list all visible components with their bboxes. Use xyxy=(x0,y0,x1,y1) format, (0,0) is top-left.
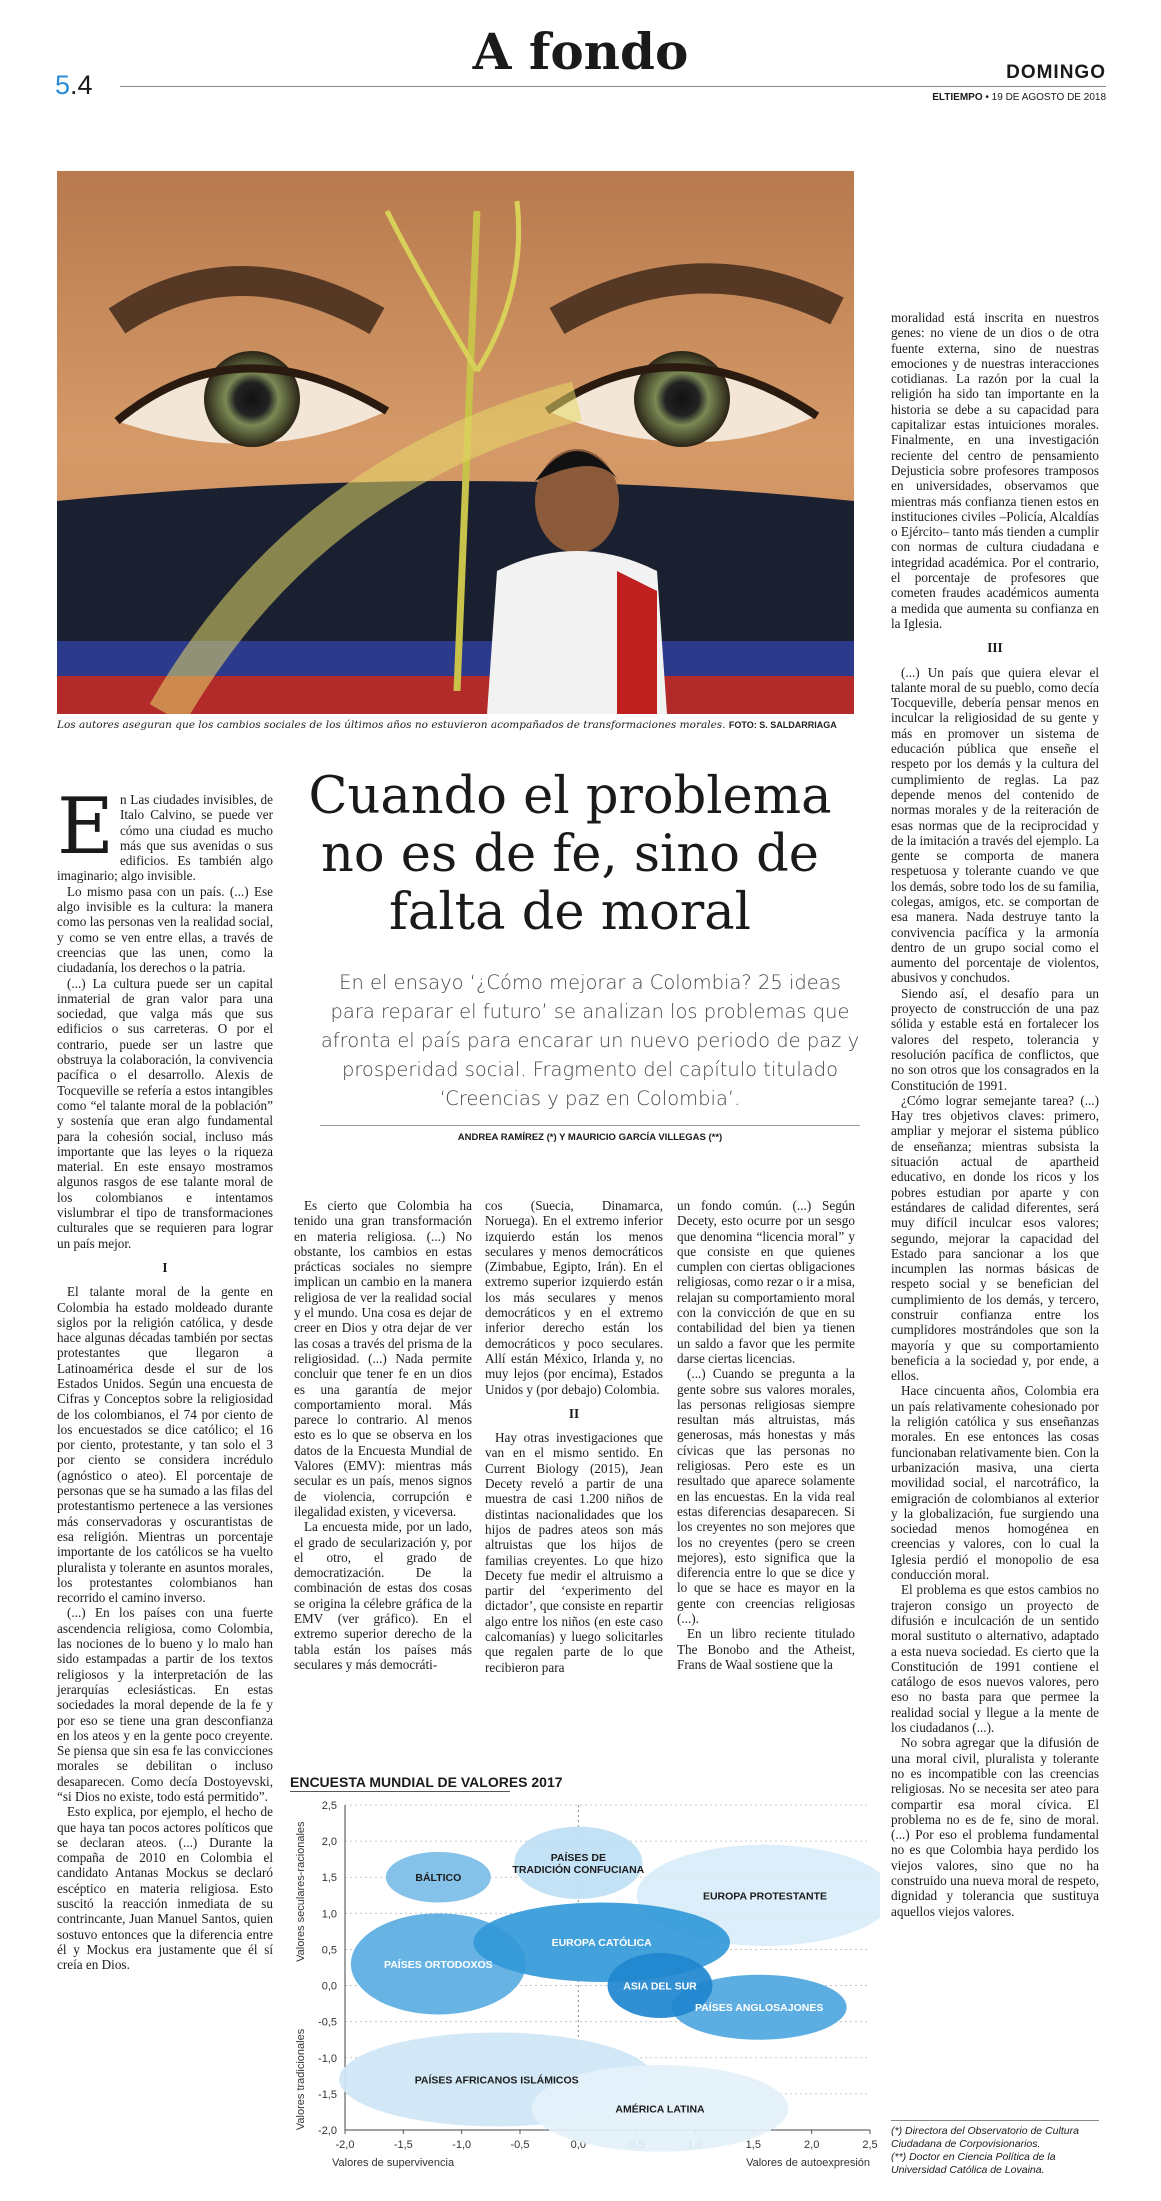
region-label: PAÍSES DE TRADICIÓN CONFUCIANA xyxy=(512,1851,645,1876)
paragraph: (...) En los países con una fuerte ascendencia religiosa, como Colombia, las nociones de lo bueno y lo malo han sido estampadas a partir de los textos religiosos y la interpretación de las jerarquías eclesiásticas. En estas sociedades la moral depende de la fe y por eso se tiene una gran desconfianza en los ateos y en la gente poco creyente. Se piensa que sin esa fe las convicciones morales se debilitan o incluso desaparecen. Como decía Dostoyevski, “si Dios no existe, todo está permitido”. xyxy=(57,1605,273,1804)
y-label-bottom: Valores tradicionales xyxy=(295,2028,307,2131)
section-title: A fondo xyxy=(472,22,689,81)
x-tick-label: 0,0 xyxy=(570,2139,586,2151)
y-tick-label: -0,5 xyxy=(318,2016,337,2029)
y-tick-label: -2,0 xyxy=(318,2125,337,2137)
note-1: (*) Directora del Observatorio de Cultura Ciudadana de Corpovisionarios. xyxy=(891,2125,1079,2150)
paragraph: El talante moral de la gente en Colombia ha estado moldeado durante siglos por la religión católica, y desde hace algunas décadas también por sectas protestantes que llegaron a Latinoamérica desde el sur de los Estados Unidos. Según una encuesta de Cifras y Conceptos sobre la religiosidad de los colombianos, el 74 por ciento de los encuestados se dice católico; el 16 por ciento, protestante, y tan solo el 3 por ciento se considera incrédulo (agnóstico o ateo). El porcentaje de personas que se ha sumado a las filas del protestantismo pertenece a las versiones más conservadoras y oscurantistas de esa religión. Mientras un porcentaje importante de los católicos se ha vuelto pluralista y tolerante en asuntos morales, los protestantes colombianos han recorrido el camino inverso. xyxy=(57,1284,273,1606)
x-tick-label: -1,0 xyxy=(452,2139,472,2151)
byline-rule xyxy=(320,1125,860,1126)
y-tick-label: 2,5 xyxy=(321,1800,337,1812)
photo-illustration xyxy=(57,171,854,714)
column-4 xyxy=(677,1198,855,1672)
paragraph: (...) La cultura puede ser un capital inmaterial de gran valor para una sociedad, que valga más que sus edificios o sus carreteras. O por el contrario, puede ser un lastre que obstruya la colaboración, la convivencia pacífica o el desarrollo. Alexis de Tocqueville se refería a estos intangibles como “el talante moral de la población” y sostenía que eran algo fundamental para la cohesión social, incluso más importante que las leyes o la riqueza material. En este ensayo mostramos algunos rasgos de ese talante moral de los colombianos e intentamos vislumbrar el tipo de transformaciones culturales que se requieren para lograr un país mejor. xyxy=(57,975,273,1251)
paragraph: (...) Cuando se pregunta a la gente sobre sus valores morales, las personas religiosas siempre resultan más altruistas, más generosas, más honestas y más cívicas que las personas no religiosas. Pero este es un resultado que aparece solamente en las encuestas. En la vida real estas diferencias desaparecen. Si los creyentes no son mejores que los no creyentes (pero se creen mejores), esto significa que la diferencia entre lo que se dice y lo que se hace es mayor en la gente con creencias religiosas (...). xyxy=(677,1366,855,1627)
x-tick-label: -2,0 xyxy=(335,2139,355,2151)
region-label: EUROPA CATÓLICA xyxy=(551,1937,652,1950)
section-marker: I xyxy=(162,1259,168,1275)
paragraph: cos (Suecia, Dinamarca, Noruega). En el extremo inferior izquierdo están los menos seculares y menos democráticos (Zimbabue, Egipto, Irán). En el extremo superior izquierdo están los más seculares y menos democráticos y en el extremo inferior derecho están los democráticos y poco seculares. Allí están México, Irlanda y, no muy lejos (por encima), Estados Unidos y (por debajo) Colombia. xyxy=(485,1198,663,1397)
x-tick-label: -1,5 xyxy=(393,2139,413,2151)
dateline: ELTIEMPO • 19 DE AGOSTO DE 2018 xyxy=(932,92,1106,103)
y-tick-label: 0,0 xyxy=(321,1980,337,1993)
x-label-left: Valores de supervivencia xyxy=(332,2157,455,2169)
x-tick-label: 1,5 xyxy=(745,2139,761,2151)
byline: ANDREA RAMÍREZ (*) Y MAURICIO GARCÍA VILLEGAS (**) xyxy=(457,1132,723,1143)
column-3 xyxy=(485,1198,663,1675)
column-2 xyxy=(294,1198,472,1672)
region-label: PAÍSES AFRICANOS ISLÁMICOS xyxy=(414,2074,579,2087)
column-1 xyxy=(57,782,273,1973)
lead-photo xyxy=(57,171,854,714)
headline: Cuando el problema no es de fe, sino de falta de moral xyxy=(308,767,832,942)
drop-cap: E xyxy=(57,782,114,872)
region-label: ASIA DEL SUR xyxy=(623,1980,697,1993)
paragraph: La encuesta mide, por un lado, el grado de secularización y, por el otro, el grado de democratización. De la combinación de estas dos cosas se origina la célebre gráfica de la EMV (ver gráfico). En el extremo superior derecho de la tabla están los países más seculares y más democráti- xyxy=(294,1519,472,1672)
paragraph: Hace cincuenta años, Colombia era un país relativamente cohesionado por la religión católica y sus enseñanzas morales. En ese entonces las cosas funcionaban relativamente bien. Con la urbanización masiva, una cierta movilidad social, el narcotráfico, la emigración de colombianos al exterior y la globalización, fue surgiendo una sociedad menos homogénea en creencias y valores, con lo cual la Iglesia perdió el monopolio de esa conducción moral. xyxy=(891,1383,1099,1583)
chart-title: ENCUESTA MUNDIAL DE VALORES 2017 xyxy=(290,1774,563,1790)
region-label: BÁLTICO xyxy=(415,1872,462,1885)
header-rule xyxy=(120,86,1106,87)
y-tick-label: -1,0 xyxy=(318,2052,337,2065)
region-label: AMÉRICA LATINA xyxy=(615,2103,705,2116)
paragraph: Lo mismo pasa con un país. (...) Ese algo invisible es la cultura: la manera como las personas ven la realidad social, y como se ven entre ellas, a través de creencias que las unen, como la ciudadanía, los derechos o la patria. xyxy=(57,883,273,976)
paragraph: Es cierto que Colombia ha tenido una gran transformación en materia religiosa. (...) No obstante, los cambios en estas prácticas sociales no siempre implican un cambio en la manera religiosa de ver la realidad social y el mundo. Una cosa es dejar de creer en Dios y otra dejar de ver las cosas a través del prisma de la religiosidad. (...) Nada permite concluir que tener fe en un dios es una garantía de mejor comportamiento moral. Más parece lo contrario. Al menos esto es lo que se observa en los datos de la Encuesta Mundial de Valores (EMV): mientras más secular es un país, menos signos de violencia, corrupción e ilegalidad existen, y viceversa. xyxy=(294,1198,472,1519)
author-notes xyxy=(891,2120,1099,2177)
values-chart xyxy=(290,1725,880,2170)
x-tick-label: -0,5 xyxy=(510,2139,530,2151)
paragraph: No sobra agregar que la difusión de una moral civil, pluralista y tolerante no es incompatible con las creencias religiosas. No se necesita ser ateo para compartir esa moral cívica. El problema no es de fe, sino de moral. (...) Por eso el problema fundamental no es que Colombia haya perdido los viejos valores, sino que no ha construido una nueva moral de respeto, dignidad y tolerancia que sustituya aquellos viejos valores. xyxy=(891,1735,1099,1919)
page-number: 5.4 xyxy=(55,70,93,100)
column-right xyxy=(891,310,1099,1919)
region-label: PAÍSES ANGLOSAJONES xyxy=(694,2002,824,2015)
paragraph: En un libro reciente titulado The Bonobo and the Atheist, Frans de Waal sostiene que la xyxy=(677,1626,855,1672)
y-tick-label: 2,0 xyxy=(321,1836,337,1849)
paragraph: ¿Cómo lograr semejante tarea? (...) Hay tres objetivos claves: primero, ampliar y mejorar el sistema público de enseñanza; mientras subsista la situación actual de apartheid educativo, en donde los ricos y los pobres estudian por aparte y con estándares de calidad diferentes, será muy difícil inculcar esos valores; segundo, mejorar la capacidad del Estado para sancionar a los que incumplen las normas básicas de respeto social y se benefician del cumplimiento de los demás, y tercero, construir confianza entre los cumplidores mostrándoles que son la mayoría y que su comportamiento beneficia a la sociedad y, por ende, a ellos. xyxy=(891,1092,1099,1384)
x-tick-label: 2,5 xyxy=(862,2139,878,2151)
x-tick-label: 2,0 xyxy=(804,2139,820,2151)
paragraph: moralidad está inscrita en nuestros genes: no viene de un dios o de otra fuente externa, sino de nuestras emociones y de nuestras interacciones cotidianas. La razón por la cual la religión ha sido tan importante en la historia se debe a su capacidad para capitalizar estas intuiciones morales. Finalmente, en una investigación reciente del centro de pensamiento Dejusticia sobre profesores tramposos en universidades, observamos que mientras más confianza tienen estos en instituciones civiles –Policía, Alcaldías o Ejército– tanto más tienden a cumplir con normas de cultura ciudadana e integridad académica. Por el contrario, el porcentaje de profesores que cometen fraudes académicos aumenta a medida que aumenta su confianza en la Iglesia. xyxy=(891,310,1100,631)
section-marker: II xyxy=(568,1405,580,1421)
region-label: PAÍSES ORTODOXOS xyxy=(383,1958,493,1971)
paragraph: Siendo así, el desafío para un proyecto de construcción de una paz sólida y estable está en fortalecer los valores del respeto, tolerancia y resolución pacífica de conflictos, que no son otros que los consagrados en la Constitución de 1991. xyxy=(891,985,1099,1093)
y-tick-label: 1,5 xyxy=(321,1872,337,1885)
notes-rule xyxy=(891,2120,1099,2121)
paragraph: un fondo común. (...) Según Decety, esto ocurre por un sesgo que denomina “licencia moral” y que consiste en que quienes cumplen con ciertas obligaciones religiosas, como rezar o ir a misa, relajan su comportamiento moral con la convicción de que en su contabilidad del bien ya tienen un saldo a favor que les permite darse ciertas licencias. xyxy=(677,1198,855,1366)
note-2: (**) Doctor en Ciencia Política de la Universidad Católica de Lovaina. xyxy=(891,2151,1056,2176)
y-tick-label: 0,5 xyxy=(321,1944,337,1957)
y-tick-label: 1,0 xyxy=(321,1908,337,1921)
x-label-right: Valores de autoexpresión xyxy=(746,2157,870,2169)
photo-caption: Los autores aseguran que los cambios sociales de los últimos años no estuvieron acompañados de transformaciones morales. FOTO: S. SALDARRIAGA xyxy=(57,719,837,731)
paragraph: Esto explica, por ejemplo, el hecho de que haya tan pocos actores políticos que se declaran ateos. (...) Durante la compaña de 2010 en Colombia el candidato Antanas Mockus se declaró escéptico en materia religiosa. Esto suscitó la reacción inmediata de su contrincante, Juan Manuel Santos, quien sostuvo entonces que la diferencia entre él y Mockus era justamente que él sí creía en Dios. xyxy=(57,1804,273,1973)
lede-paragraph: En Las ciudades invisibles, de Italo Calvino, se puede ver cómo una ciudad es mucho más que sus avenidas o sus edificios. Es también algo imaginario; algo invisible. xyxy=(57,782,273,884)
paragraph: Hay otras investigaciones que van en el mismo sentido. En Current Biology (2015), Jean Decety reveló a partir de una muestra de casi 1.200 niños de distintas nacionalidades que los hijos de padres ateos son más altruistas que los hijos de familias creyentes. Lo que hizo Decety fue medir el altruismo a partir del ‘experimento del dictador’, que consiste en repartir algo entre los niños (en este caso calcomanías) y luego solicitarles que regalen parte de lo que recibieron para xyxy=(485,1430,663,1675)
y-tick-label: -1,5 xyxy=(318,2088,337,2101)
paragraph: El problema es que estos cambios no trajeron consigo un proyecto de difusión e inculcación de un sentido moral sustituto o alternativo, adaptado a esta nueva sociedad. Es cierto que la Constitución de 1991 contiene el catálogo de esos nuevos valores, pero eso no basta para que permee la realidad social y llegue a la mente de los ciudadanos (...). xyxy=(891,1582,1099,1736)
y-label-top: Valores seculares-racionales xyxy=(295,1821,307,1962)
region-label: EUROPA PROTESTANTE xyxy=(702,1890,828,1903)
dek: En el ensayo ‘¿Cómo mejorar a Colombia? 25 ideas para reparar el futuro’ se analizan los problemas que afronta el país para encarar un nuevo periodo de paz y prosperidad social. Fragmento del capítulo titulado ‘Creencias y paz en Colombia’. xyxy=(320,971,860,1110)
day-label: DOMINGO xyxy=(1006,62,1106,83)
paragraph: (...) Un país que quiera elevar el talante moral de su pueblo, como decía Tocqueville, debería pensar menos en inculcar la religiosidad de su gente y más en promover un sistema de educación pública que enseñe el respeto por los demás y la cultura del cumplimiento de reglas. La paz depende menos del contenido de normas morales y de la reiteración de esas normas que de la reciprocidad y de la imitación a través del ejemplo. La gente se comporta de manera respetuosa y tolerante cuando ve que los demás, sobre todo los de su familia, colegas, amigos, etc. se comportan de esa manera. Nada destruye tanto la convivencia pacífica y la armonía dentro de un grupo social como el aumento del porcentaje de violentos, abusivos y conchudos. xyxy=(891,664,1099,986)
section-marker: III xyxy=(987,640,1003,656)
